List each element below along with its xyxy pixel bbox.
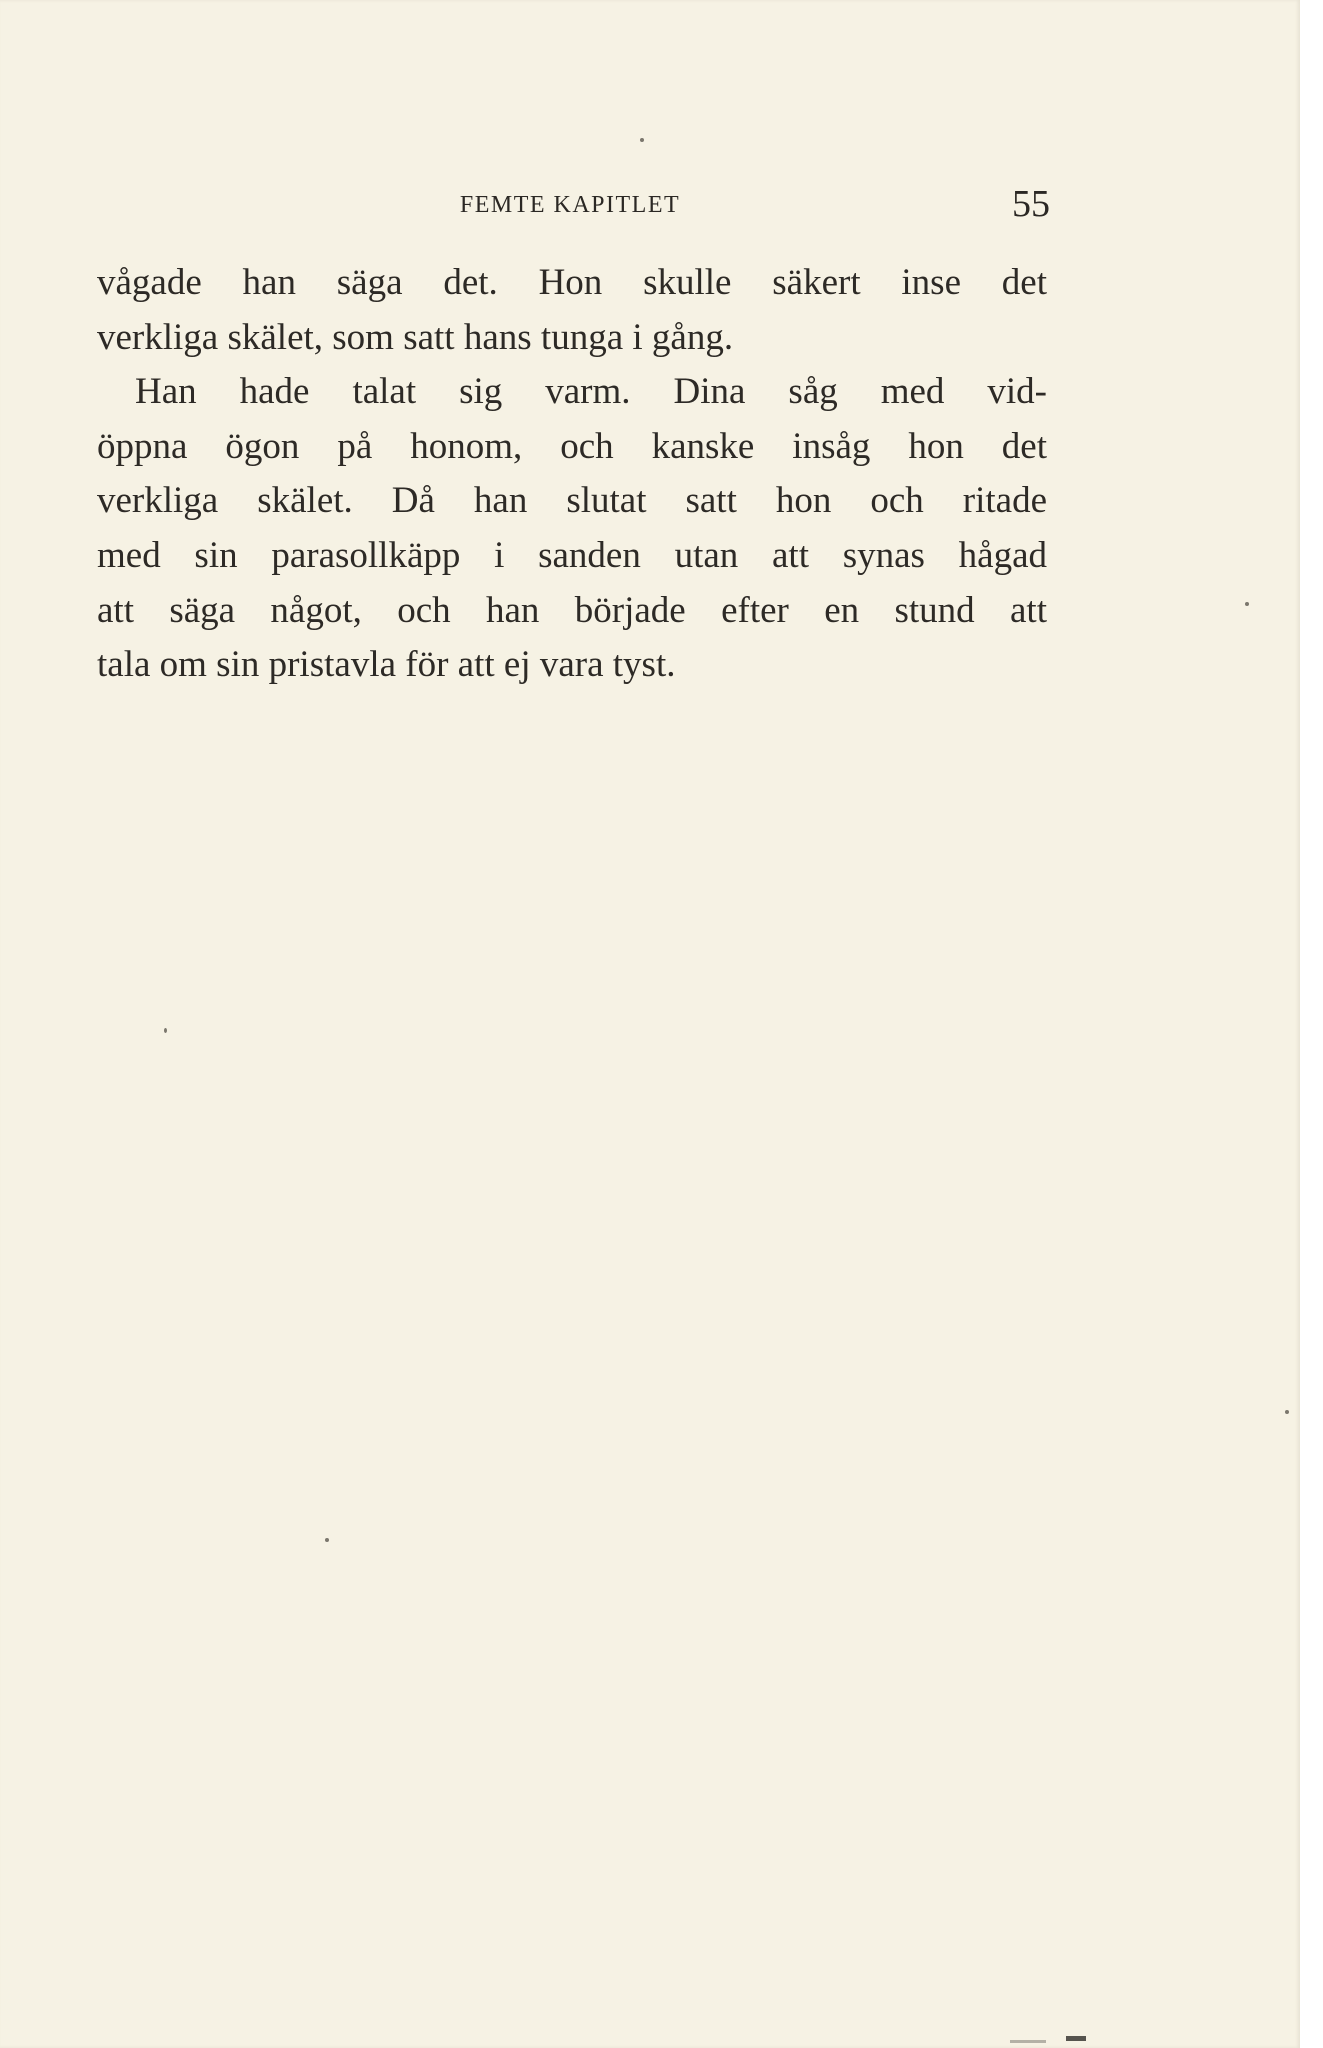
paper-speck (325, 1538, 329, 1542)
chapter-heading: FEMTE KAPITLET (459, 192, 681, 218)
paper-speck (164, 1028, 167, 1033)
running-head (90, 183, 1050, 228)
body-text (97, 256, 1047, 693)
text-line: vågade han säga det. Hon skulle säkert inse det (97, 262, 1047, 303)
scan-mark (1066, 2036, 1086, 2041)
text-line: verkliga skälet. Då han slutat satt hon och ritade (97, 480, 1047, 522)
text-line: med sin parasollkäpp i sanden utan att synas hågad (97, 534, 1047, 576)
paper-speck (1285, 1410, 1289, 1414)
text-line: tala om sin pristavla för att ej vara tyst. (97, 644, 676, 686)
paper-speck (640, 138, 644, 142)
paper-speck (1245, 602, 1249, 606)
scan-mark (1010, 2040, 1046, 2043)
text-line: verkliga skälet, som satt hans tunga i gång. (97, 316, 734, 358)
text-line: öppna ögon på honom, och kanske insåg hon det (97, 425, 1047, 467)
page-number: 55 (1012, 183, 1050, 225)
text-line: Han hade talat sig varm. Dina såg med vid- (135, 371, 1047, 413)
text-line: att säga något, och han började efter en stund att (97, 589, 1047, 631)
